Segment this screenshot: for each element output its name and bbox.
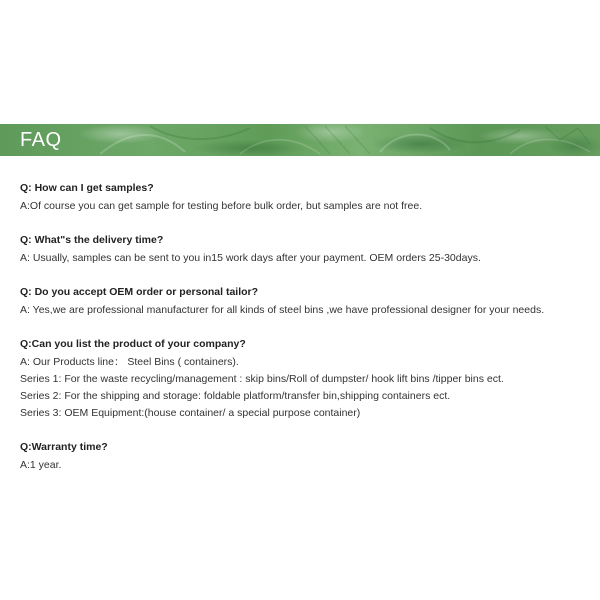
faq-item: [20, 180, 590, 215]
faq-title: FAQ: [20, 129, 62, 151]
faq-item: [20, 232, 590, 267]
faq-answer-series-2: Series 2: For the shipping and storage: foldable platform/transfer bin,shipping containers ect.: [20, 390, 451, 402]
faq-answer: A: Yes,we are professional manufacturer for all kinds of steel bins ,we have professional designer for your needs.: [20, 304, 545, 316]
faq-item: [20, 284, 590, 319]
faq-banner: [0, 124, 600, 156]
faq-question: Q: How can I get samples?: [20, 182, 154, 194]
faq-list: [20, 180, 590, 491]
faq-question: Q: What"s the delivery time?: [20, 234, 164, 246]
faq-answer-series-3: Series 3: OEM Equipment:(house container/ a special purpose container): [20, 407, 361, 419]
faq-question: Q: Do you accept OEM order or personal tailor?: [20, 286, 259, 298]
faq-question: Q:Warranty time?: [20, 441, 108, 453]
faq-item: [20, 439, 590, 474]
leaf-texture-decoration: [90, 124, 600, 156]
faq-question: Q:Can you list the product of your company?: [20, 338, 246, 350]
faq-answer: A:Of course you can get sample for testing before bulk order, but samples are not free.: [20, 200, 423, 212]
faq-item: [20, 336, 590, 422]
faq-answer: A: Usually, samples can be sent to you in15 work days after your payment. OEM orders 25-30days.: [20, 252, 481, 264]
faq-answer: A:1 year.: [20, 459, 62, 471]
faq-answer-series-1: Series 1: For the waste recycling/management : skip bins/Roll of dumpster/ hook lift bins /tipper bins ect.: [20, 373, 504, 385]
faq-answer: A: Our Products line： Steel Bins ( containers).: [20, 356, 239, 368]
